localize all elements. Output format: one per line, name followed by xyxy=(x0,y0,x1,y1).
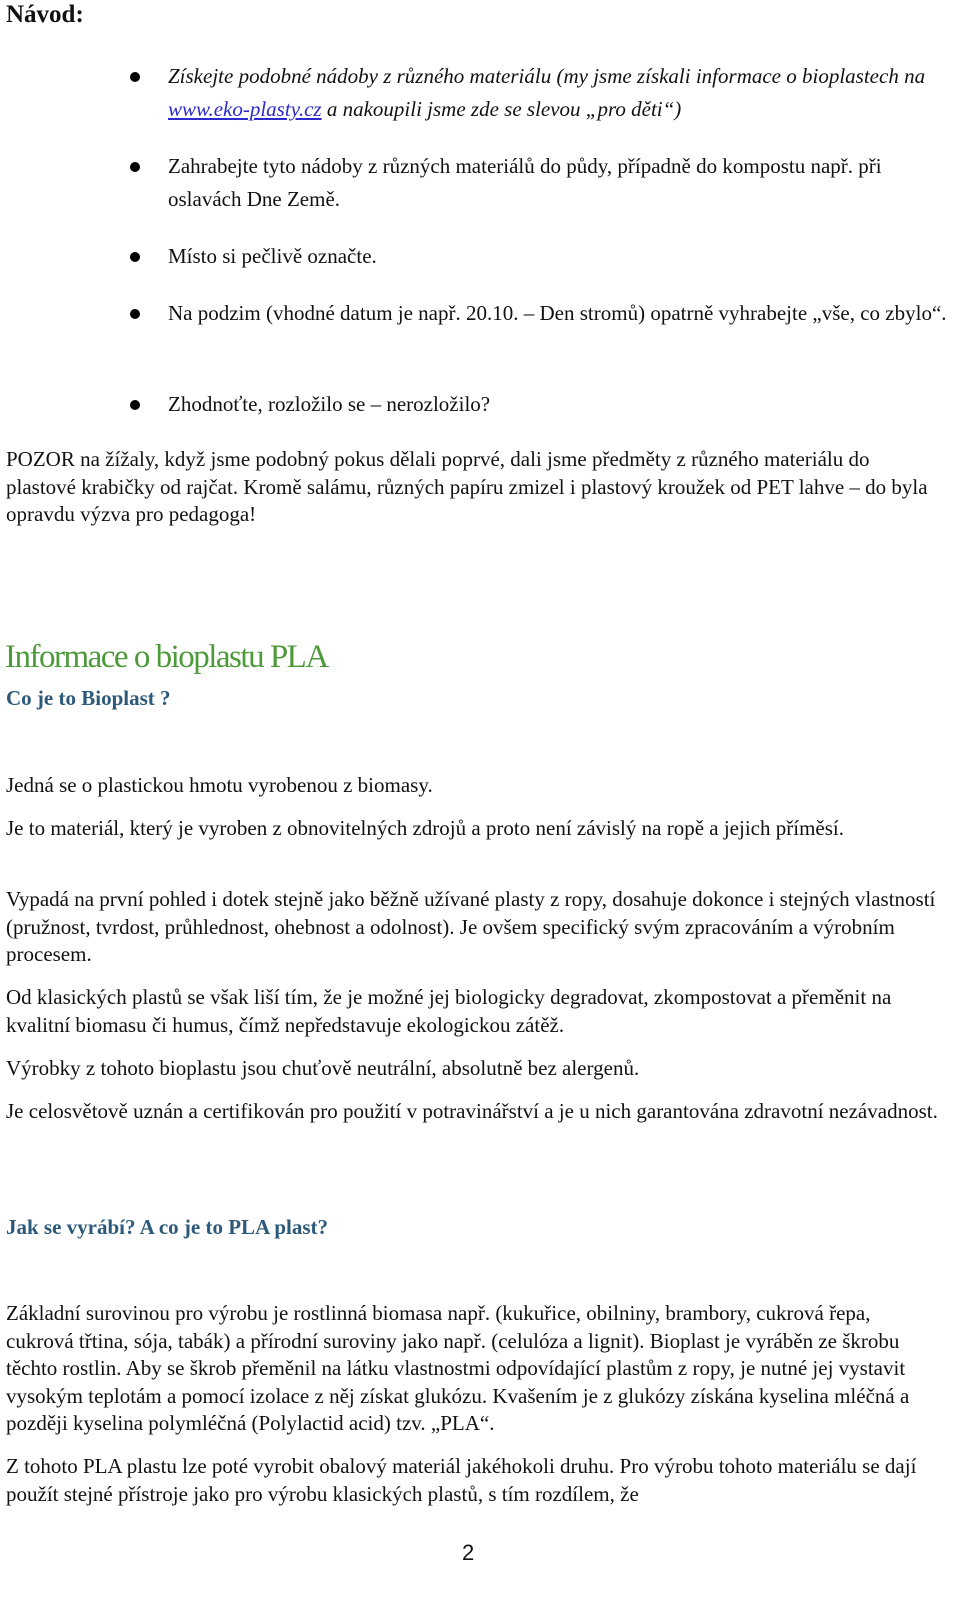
list-item xyxy=(168,150,948,216)
list-item-text: Získejte podobné nádoby z různého materiálu (my jsme získali informace o bioplastech na xyxy=(168,64,926,88)
bullet-icon xyxy=(130,162,140,172)
list-item xyxy=(168,240,948,273)
bullet-icon xyxy=(130,252,140,262)
paragraph: Základní surovinou pro výrobu je rostlinná biomasa např. (kukuřice, obilniny, brambory, cukrová řepa, cukrová třtina, sója, tabák) a přírodní suroviny jako např. (celulóza a lignit). Bioplast je vyráběn ze škrobu těchto rostlin. Aby se škrob přeměnil na látku vlastnostmi odpovídající plastům z ropy, je nutné jej vystavit vysokým teplotám a pomocí izolace z něj získat glukózu. Kvašením je z glukózy získána kyselina mléčná a později kyselina polymléčná (Polylactid acid) tzv. „PLA“. xyxy=(6,1301,910,1435)
bullet-icon xyxy=(130,72,140,82)
paragraph: Jedná se o plastickou hmotu vyrobenou z biomasy. xyxy=(6,773,433,797)
list-item-text: Zahrabejte tyto nádoby z různých materiálů do půdy, případně do kompostu např. při oslavách Dne Země. xyxy=(168,154,882,211)
section-title: Informace o bioplastu PLA xyxy=(5,639,328,675)
list-item xyxy=(168,60,948,126)
warning-paragraph: POZOR na žížaly, když jsme podobný pokus dělali poprvé, dali jsme předměty z různého materiálu do plastové krabičky od rajčat. Kromě salámu, různých papíru zmizel i plastový kroužek od PET lahve – do byla opravdu výzva pro pedagoga! xyxy=(6,447,928,526)
page-number: 2 xyxy=(462,1540,475,1565)
bullet-icon xyxy=(130,309,140,319)
navod-heading: Návod: xyxy=(6,1,84,28)
paragraph: Je to materiál, který je vyroben z obnovitelných zdrojů a proto není závislý na ropě a jejich příměsí. xyxy=(6,816,844,840)
eko-plasty-link[interactable]: www.eko-plasty.cz xyxy=(168,97,322,121)
list-item-text: Zhodnoťte, rozložilo se – nerozložilo? xyxy=(168,392,491,416)
list-item xyxy=(168,388,948,421)
bullet-icon xyxy=(130,400,140,410)
list-item-text: Na podzim (vhodné datum je např. 20.10. – Den stromů) opatrně vyhrabejte „vše, co zbylo“. xyxy=(168,301,947,325)
subheading-what-is-bioplast: Co je to Bioplast ? xyxy=(6,686,171,710)
list-item-text: Místo si pečlivě označte. xyxy=(168,244,377,268)
paragraph: Je celosvětově uznán a certifikován pro použití v potravinářství a je u nich garantována zdravotní nezávadnost. xyxy=(6,1099,938,1123)
list-item xyxy=(168,297,948,330)
paragraph: Z tohoto PLA plastu lze poté vyrobit obalový materiál jakéhokoli druhu. Pro výrobu tohoto materiálu se dají použít stejné přístroje jako pro výrobu klasických plastů, s tím rozdílem, že xyxy=(6,1454,917,1506)
paragraph: Výrobky z tohoto bioplastu jsou chuťově neutrální, absolutně bez alergenů. xyxy=(6,1056,640,1080)
paragraph: Vypadá na první pohled i dotek stejně jako běžně užívané plasty z ropy, dosahuje dokonce i stejných vlastností (pružnost, tvrdost, průhlednost, ohebnost a odolnost). Je ovšem specifický svým zpracováním a výrobním procesem. xyxy=(6,887,936,966)
list-item-text: a nakoupili jsme zde se slevou „pro děti“) xyxy=(321,97,682,121)
subheading-how-is-it-made: Jak se vyrábí? A co je to PLA plast? xyxy=(6,1215,329,1239)
paragraph: Od klasických plastů se však liší tím, že je možné jej biologicky degradovat, zkompostovat a přeměnit na kvalitní biomasu či humus, čímž nepředstavuje ekologickou zátěž. xyxy=(6,985,892,1037)
